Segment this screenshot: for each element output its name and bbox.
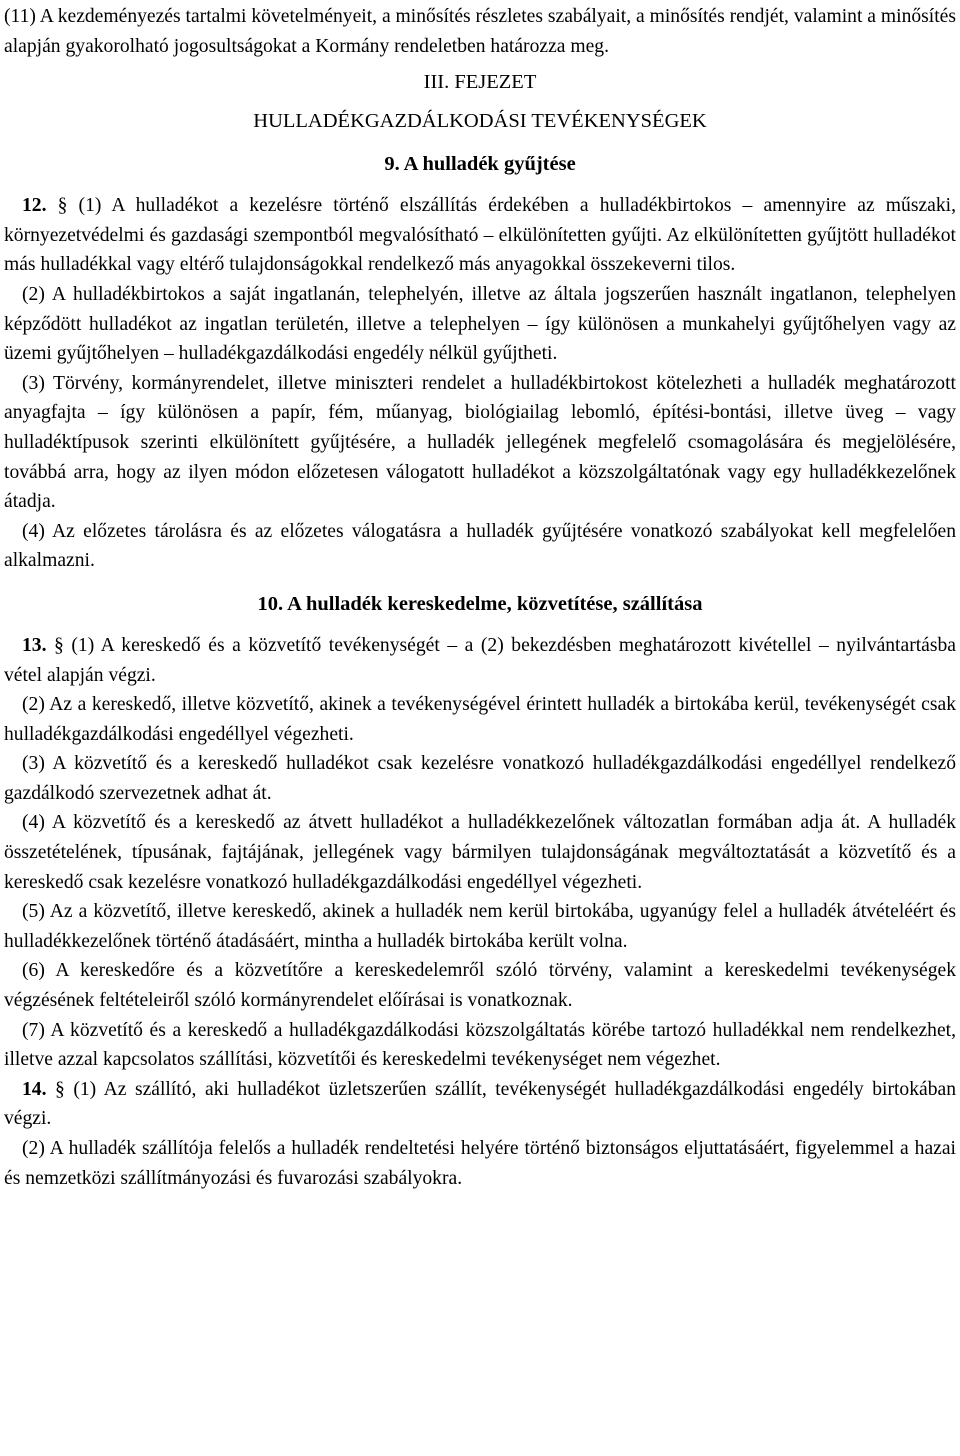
section-13-paragraph-7: (7) A közvetítő és a kereskedő a hulladékgazdálkodási közszolgáltatás körébe tartozó hulladékkal nem rendelkezhet, illetve azzal kapcsolatos szállítási, közvetítői és kereskedelmi tevékenységet nem végezhet. xyxy=(4,1019,956,1071)
subheading-10: 10. A hulladék kereskedelme, közvetítése, szállítása xyxy=(257,592,703,615)
chapter-heading: III. FEJEZET xyxy=(423,71,537,94)
section-13-paragraph-4: (4) A közvetítő és a kereskedő az átvett hulladékot a hulladékkezelőnek változatlan formában adja át. A hulladék összetételének, típusának, fajtájának, jellegének vagy bármilyen tulajdonságának megváltoztatását a közvetítő és a kereskedő csak kezelésre vonatkozó hulladékgazdálkodási engedéllyel végezheti. xyxy=(4,812,956,893)
section-12-paragraph-1 xyxy=(4,191,956,280)
section-14-paragraph-2: (2) A hulladék szállítója felelős a hulladék rendeltetési helyére történő biztonságos eljuttatásáért, figyelemmel a hazai és nemzetközi szállítmányozási és fuvarozási szabályokra. xyxy=(4,1138,956,1189)
section-12-paragraph-4: (4) Az előzetes tárolásra és az előzetes válogatásra a hulladék gyűjtésére vonatkozó szabályokat kell megfelelően alkalmazni. xyxy=(4,520,956,572)
section-number-13: 13. xyxy=(22,634,47,656)
section-14-text-1: § (1) Az szállító, aki hulladékot üzletszerűen szállít, tevékenységét hulladékgazdálkodási engedély birtokában végzi. xyxy=(4,1078,956,1130)
section-13-paragraph-1 xyxy=(4,631,956,690)
subheading-9: 9. A hulladék gyűjtése xyxy=(384,153,576,176)
section-13-paragraph-6: (6) A kereskedőre és a közvetítőre a kereskedelemről szóló törvény, valamint a kereskedelmi tevékenységek végzésének feltételeiről szóló kormányrendelet előírásai is vonatkoznak. xyxy=(4,960,956,1012)
section-12-paragraph-3: (3) Törvény, kormányrendelet, illetve miniszteri rendelet a hulladékbirtokost kötelezheti a hulladék meghatározott anyagfajta – így különösen a papír, fém, műanyag, biológiailag lebomló, építési-bontási, illetve üveg – vagy hulladéktípusok szerinti elkülönített gyűjtésére, a hulladék jellegének megfelelő csomagolására és megjelölésére, továbbá arra, hogy az ilyen módon előzetesen válogatott hulladékot a közszolgáltatónak vagy egy hulladékkezelőnek átadja. xyxy=(4,372,956,513)
section-13-text-1: § (1) A kereskedő és a közvetítő tevékenységét – a (2) bekezdésben meghatározott kivétellel – nyilvántartásba vétel alapján végzi. xyxy=(4,634,956,686)
section-14-paragraph-1 xyxy=(4,1075,956,1134)
section-13-paragraph-5: (5) Az a közvetítő, illetve kereskedő, akinek a hulladék nem kerül birtokába, ugyanúgy felel a hulladék átvételéért és hulladékkezelőnek történő átadásáért, mintha a hulladék birtokába került volna. xyxy=(4,901,956,952)
section-13-paragraph-2: (2) Az a kereskedő, illetve közvetítő, akinek a tevékenységével érintett hulladék a birtokába kerül, tevékenységét csak hulladékgazdálkodási engedéllyel végezheti. xyxy=(4,694,956,745)
section-12-text-1: § (1) A hulladékot a kezelésre történő elszállítás érdekében a hulladékbirtokos – amennyire az műszaki, környezetvédelmi és gazdasági szempontból megvalósítható – elkülönítetten gyűjti. Az elkülönítetten gyűjtött hulladékot más hulladékkal vagy eltérő tulajdonságokkal rendelkező más anyagokkal összekeverni tilos. xyxy=(4,195,956,276)
section-number-14: 14. xyxy=(22,1078,47,1100)
section-number-12: 12. xyxy=(22,195,47,217)
section-13-paragraph-3: (3) A közvetítő és a kereskedő hulladékot csak kezelésre vonatkozó hulladékgazdálkodási engedéllyel rendelkező gazdálkodó szervezetnek adhat át. xyxy=(4,753,956,804)
document-page xyxy=(4,2,956,1193)
section-12-paragraph-2: (2) A hulladékbirtokos a saját ingatlanán, telephelyén, illetve az általa jogszerűen használt ingatlanon, telephelyen képződött hulladékot az ingatlan területén, illetve a telephelyen – így különösen a munkahelyi gyűjtőhelyen vagy az üzemi gyűjtőhelyen – hulladékgazdálkodási engedély nélkül gyűjtheti. xyxy=(4,283,956,365)
paragraph-11: (11) A kezdeményezés tartalmi követelményeit, a minősítés részletes szabályait, a minősítés rendjét, valamint a minősítés alapján gyakorolható jogosultságokat a Kormány rendeletben határozza meg. xyxy=(4,6,956,57)
chapter-title: HULLADÉKGAZDÁLKODÁSI TEVÉKENYSÉGEK xyxy=(253,110,707,133)
